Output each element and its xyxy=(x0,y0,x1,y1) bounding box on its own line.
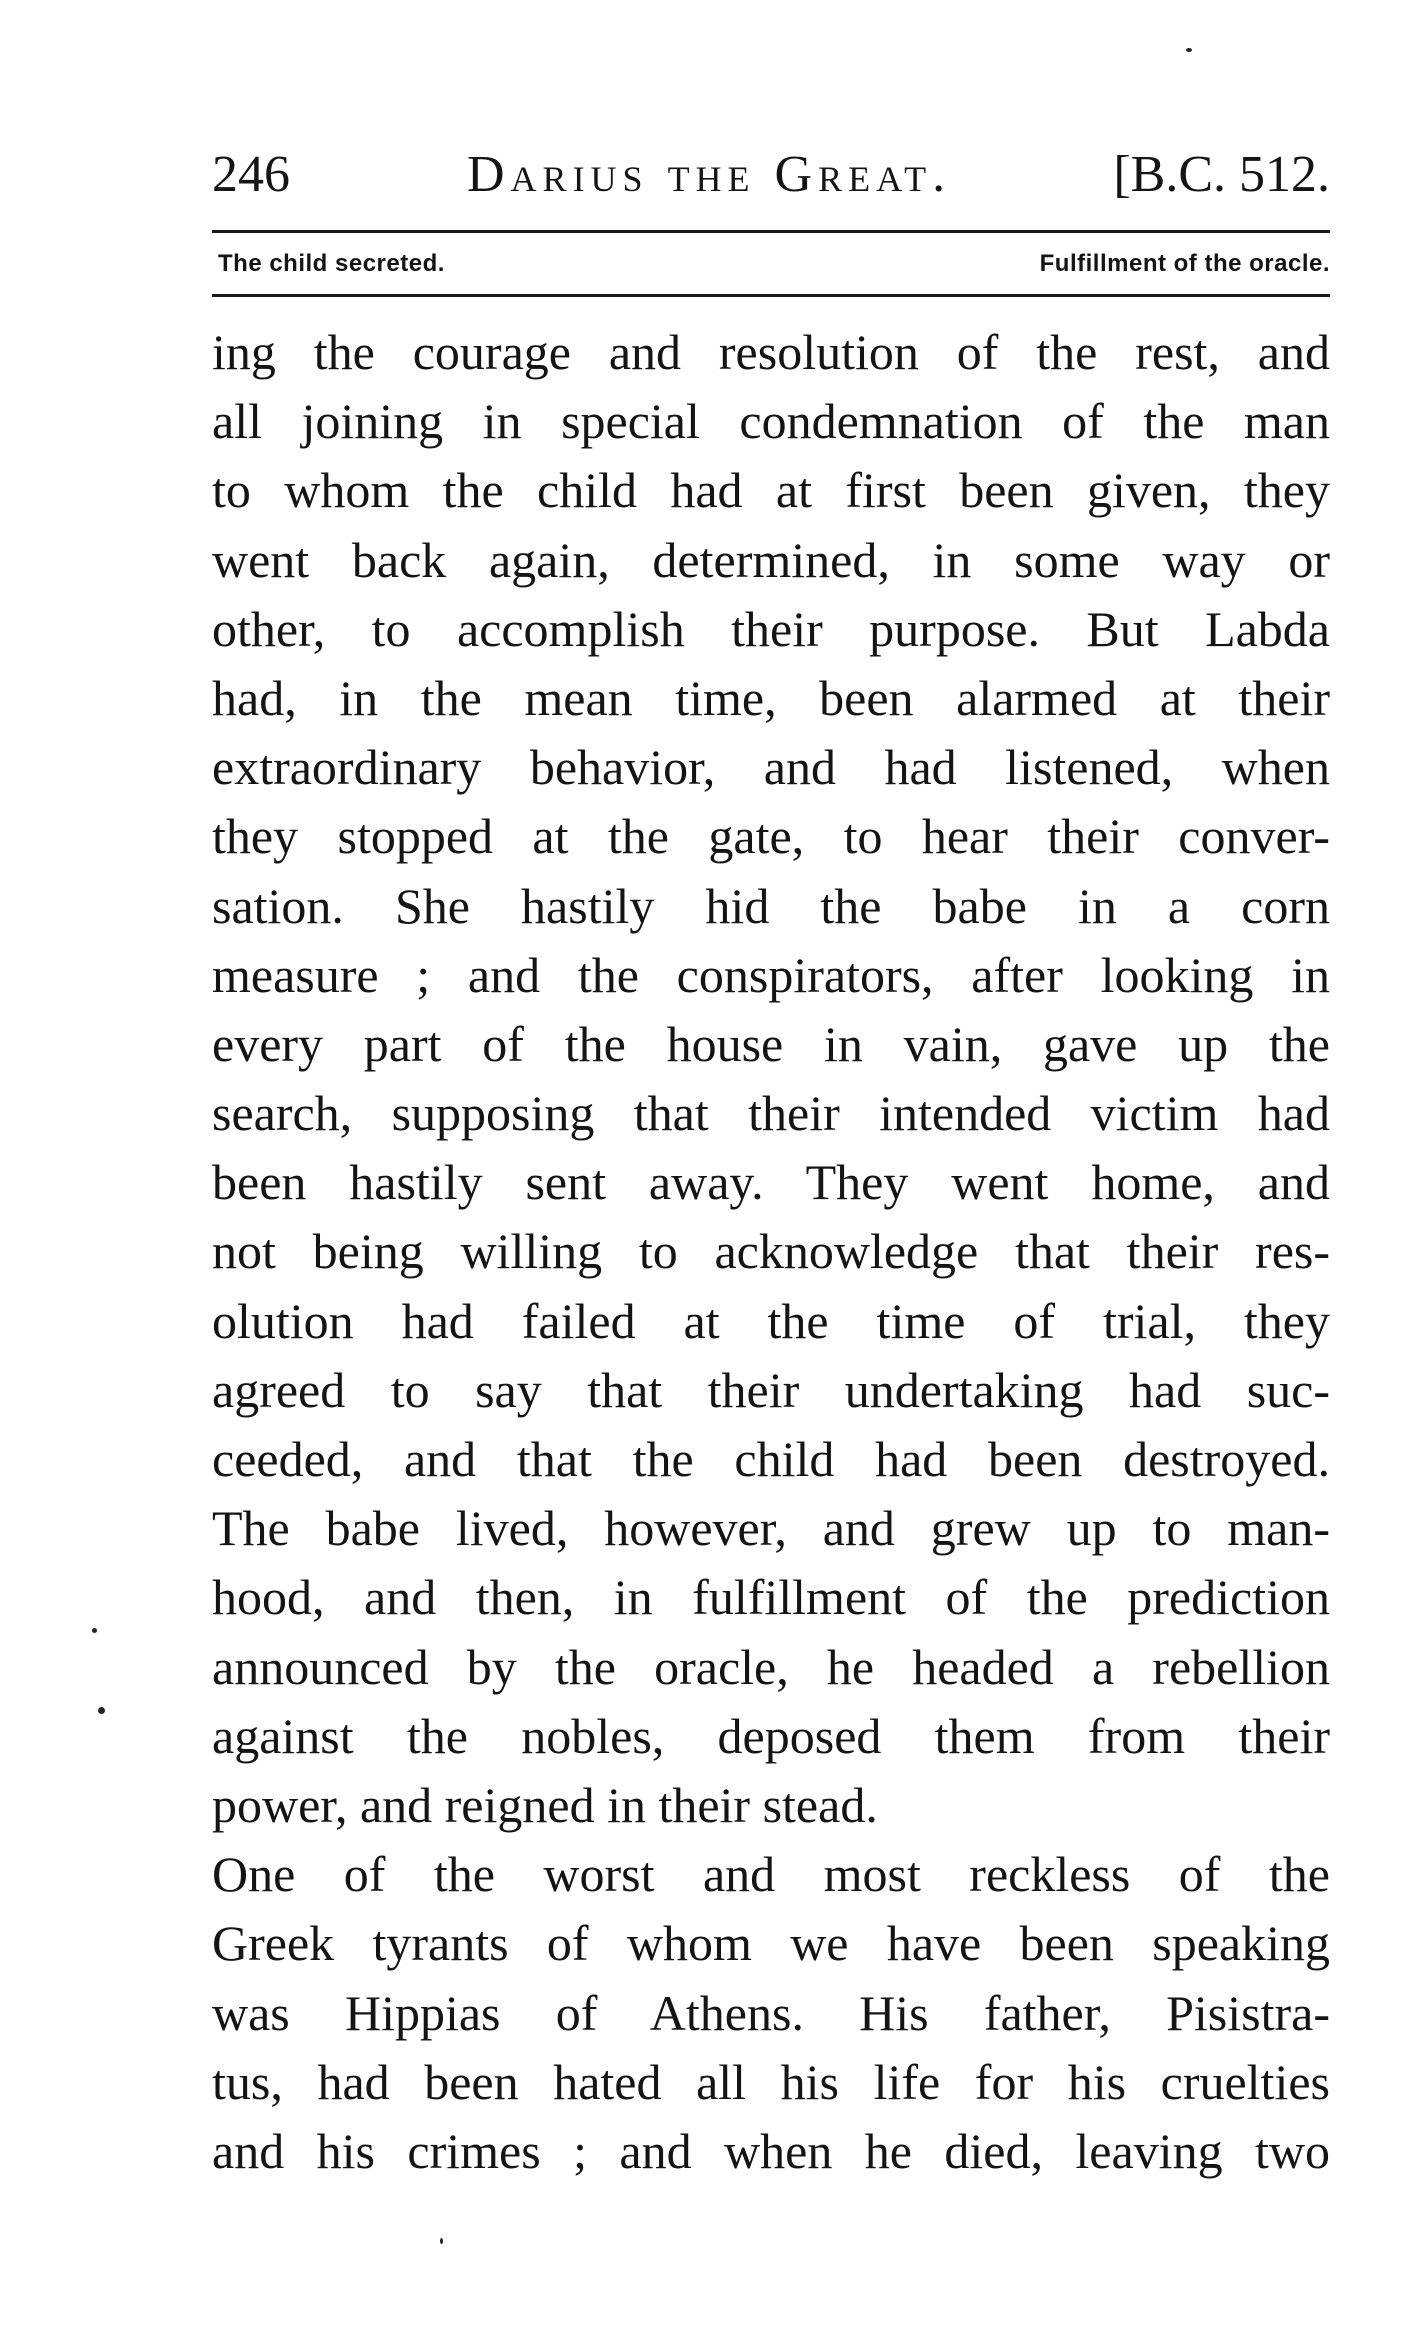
book-title: Darius the Great. xyxy=(467,146,952,203)
text-line: ceeded, and that the child had been destroyed. xyxy=(212,1431,1330,1487)
scan-speck xyxy=(440,2238,443,2244)
text-line: hood, and then, in fulfillment of the prediction xyxy=(212,1569,1330,1626)
text-line: power, and reigned in their stead. xyxy=(212,1776,878,1833)
text-line: search, supposing that their intended victim had xyxy=(212,1085,1330,1142)
header-rule-top xyxy=(212,230,1330,233)
text-line: ing the courage and resolution of the rest, and xyxy=(212,324,1330,380)
text-line: One of the worst and most reckless of the xyxy=(212,1846,1330,1903)
text-line: agreed to say that their undertaking had suc- xyxy=(212,1361,1330,1418)
marginal-note-left: The child secreted. xyxy=(218,250,445,277)
text-line: extraordinary behavior, and had listened, when xyxy=(212,739,1330,796)
date-label: [B.C. 512. xyxy=(1113,146,1330,203)
text-line: they stopped at the gate, to hear their conver- xyxy=(212,808,1330,865)
text-line: sation. She hastily hid the babe in a corn xyxy=(212,877,1330,934)
text-line: went back again, determined, in some way or xyxy=(212,531,1330,588)
text-line: The babe lived, however, and grew up to man- xyxy=(212,1500,1330,1557)
scan-speck xyxy=(1186,48,1192,52)
text-line: tus, had been hated all his life for his cruelties xyxy=(212,2053,1330,2110)
text-line: to whom the child had at first been given, they xyxy=(212,462,1330,519)
page-number: 246 xyxy=(212,146,290,203)
text-line: all joining in special condemnation of the man xyxy=(212,393,1330,450)
text-line: and his crimes ; and when he died, leaving two xyxy=(212,2122,1330,2179)
header-rule-bottom xyxy=(212,294,1330,297)
scan-speck xyxy=(92,1628,97,1633)
scan-speck xyxy=(98,1707,105,1714)
text-line: had, in the mean time, been alarmed at their xyxy=(212,669,1330,726)
text-line: measure ; and the conspirators, after looking in xyxy=(212,946,1330,1003)
running-head xyxy=(212,140,1330,210)
text-line: every part of the house in vain, gave up the xyxy=(212,1015,1330,1072)
text-line: against the nobles, deposed them from their xyxy=(212,1707,1330,1764)
text-line: other, to accomplish their purpose. But Labda xyxy=(212,600,1330,657)
text-line: olution had failed at the time of trial, they xyxy=(212,1292,1330,1349)
paragraph xyxy=(212,318,1330,1840)
text-line: not being willing to acknowledge that their res- xyxy=(212,1223,1330,1280)
marginal-note-right: Fulfillment of the oracle. xyxy=(1039,250,1330,277)
text-line: was Hippias of Athens. His father, Pisistra- xyxy=(212,1984,1330,2041)
text-line: Greek tyrants of whom we have been speaking xyxy=(212,1915,1330,1972)
paragraph xyxy=(212,1840,1330,2186)
text-line: been hastily sent away. They went home, and xyxy=(212,1154,1330,1211)
text-line: announced by the oracle, he headed a rebellion xyxy=(212,1638,1330,1695)
body-text xyxy=(212,318,1330,2186)
